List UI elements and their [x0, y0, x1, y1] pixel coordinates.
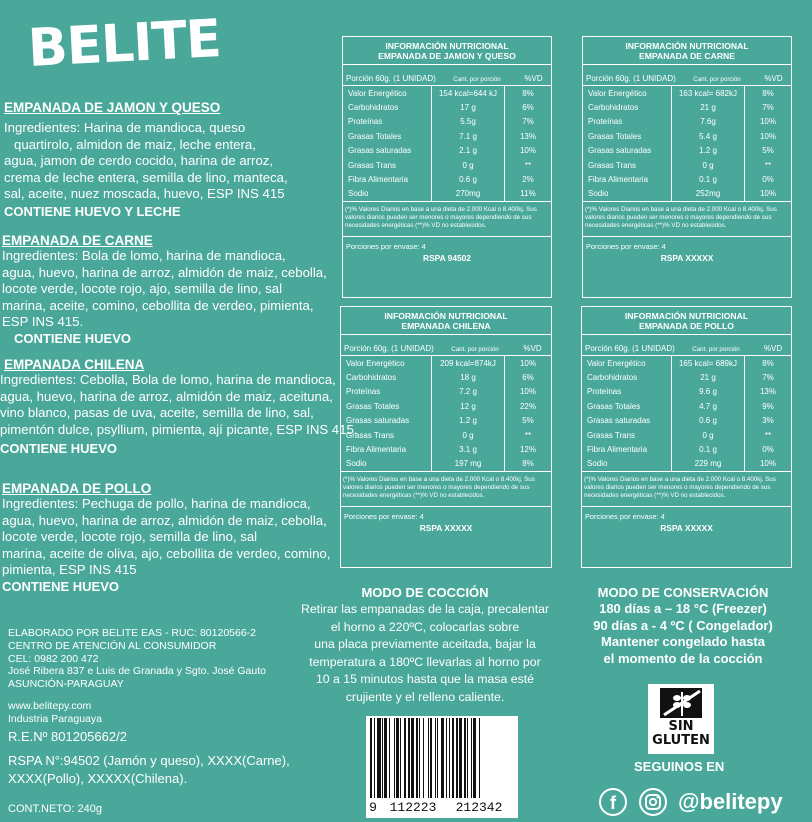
- barcode-bar: [416, 718, 418, 798]
- gluten-text-line: SIN: [668, 719, 694, 734]
- nutrient-daily-value: 10%: [759, 131, 776, 141]
- nutrition-row: [583, 144, 791, 158]
- nutrient-daily-value: **: [764, 430, 772, 440]
- nutrient-name: Grasas Totales: [588, 131, 642, 141]
- daily-value-label: %VD: [763, 344, 783, 353]
- nutrition-row: [583, 86, 791, 100]
- nutrient-daily-value: 10%: [519, 358, 536, 368]
- nutrient-amount: 0 g: [432, 428, 505, 442]
- ingredient-line: agua, huevo, harina de arroz, almidón de maiz, aceituna,: [0, 388, 333, 404]
- nutrient-daily-value: 10%: [759, 117, 776, 127]
- barcode-bar: [435, 718, 436, 798]
- nutrient-name: Grasas Totales: [348, 131, 402, 141]
- ingredient-line: marina, aceite, comino, cebollita de verdeo, pimienta,: [2, 297, 314, 313]
- barcode-bar: [452, 718, 454, 798]
- nutrient-amount: 9.6 g: [672, 385, 745, 399]
- barcode-bar: [419, 718, 420, 798]
- nutrition-subheader: [582, 335, 791, 356]
- nutrition-row: [582, 457, 791, 471]
- barcode-bar: [408, 718, 409, 798]
- barcode-bar: [467, 718, 468, 798]
- cooking-line: el horno a 220ºC, colocarlas sobre: [330, 619, 520, 634]
- facebook-icon[interactable]: [598, 787, 628, 817]
- nutrition-rows: [341, 356, 551, 471]
- barcode-bar: [377, 718, 381, 798]
- barcode-bar: [428, 718, 429, 798]
- nutrition-header: [583, 37, 791, 65]
- gluten-free-badge: [648, 684, 714, 754]
- barcode: [366, 716, 518, 818]
- ingredient-line: Ingredientes: Pechuga de pollo, harina de mandioca,: [2, 496, 311, 511]
- nutrition-rows: [343, 86, 551, 201]
- nutrient-name: Sodio: [588, 189, 609, 199]
- nutrient-daily-value: 10%: [759, 189, 776, 199]
- nutrient-amount: 12 g: [432, 399, 505, 413]
- nutrient-daily-value: 0%: [762, 175, 774, 185]
- rspa-code: RSPA XXXXX: [660, 253, 714, 264]
- storage-instructions: [574, 585, 792, 667]
- servings-per-package: Porciones por envase: 4: [582, 506, 791, 523]
- nutrient-name: Grasas saturadas: [348, 146, 412, 156]
- nutrition-row: [582, 385, 791, 399]
- nutrient-daily-value: 11%: [520, 189, 536, 199]
- gluten-text-line: GLUTEN: [652, 733, 710, 748]
- ingredient-line: agua, jamon de cerdo cocido, harina de arroz,: [4, 153, 274, 168]
- nutrition-row: [341, 370, 551, 384]
- barcode-bar: [382, 718, 383, 798]
- nutrient-name: Grasas saturadas: [588, 146, 652, 156]
- nutrition-rows: [582, 356, 791, 471]
- nutrient-amount: 7.1 g: [432, 129, 505, 143]
- nutrient-name: Proteínas: [588, 117, 623, 127]
- nutrition-table-chilena: [340, 306, 552, 568]
- storage-line: el momento de la cocción: [603, 650, 763, 666]
- nutrition-row: [343, 86, 551, 100]
- ingredient-line: vino blanco, pasas de uva, aceite, semilla de lino, sal,: [0, 405, 314, 420]
- product-pollo: [2, 481, 330, 594]
- barcode-digits: [366, 798, 518, 816]
- nutrient-daily-value: 9%: [762, 401, 774, 411]
- nutrient-amount: 270mg: [432, 187, 505, 201]
- nutrient-name: Carbohidratos: [588, 103, 639, 113]
- cooking-line: temperatura a 180ºC llevarlas al horno por: [309, 654, 541, 669]
- barcode-digit: 212342: [455, 799, 503, 815]
- product-title: EMPANADA CHILENA: [4, 357, 145, 372]
- nutrition-row: [343, 144, 551, 158]
- amount-per-portion-label: Cant. por porción: [453, 76, 501, 83]
- nutrition-row: [582, 414, 791, 428]
- nutrient-name: Proteínas: [348, 117, 383, 127]
- nutrient-daily-value: 10%: [519, 387, 536, 397]
- company-line: CENTRO DE ATENCIÓN AL CONSUMIDOR: [8, 639, 217, 652]
- nutrient-amount: 165 kcal= 689kJ: [672, 356, 745, 370]
- barcode-bar: [423, 718, 424, 798]
- nutrition-subtitle: EMPANADA CHILENA: [401, 321, 491, 331]
- nutrition-footnote: (*)% Valores Diarios en base a una dieta de 2.000 Kcal o 8.400kj. Sus valores diarios pueden ser menores o mayores dependiendo de sus necesidades energéticas (**)% VD no establecidos.: [582, 471, 791, 506]
- nutrition-subtitle: EMPANADA DE POLLO: [638, 321, 734, 331]
- nutrition-row: [582, 370, 791, 384]
- nutrition-table-carne: [582, 36, 792, 298]
- nutrition-row: [582, 428, 791, 442]
- nutrient-name: Valor Energético: [348, 88, 407, 98]
- nutrient-daily-value: 3%: [762, 416, 774, 426]
- nutrition-row: [343, 158, 551, 172]
- social-handle[interactable]: @belitepy: [678, 789, 783, 814]
- nutrition-title: INFORMACIÓN NUTRICIONAL: [385, 41, 509, 51]
- nutrient-daily-value: 8%: [522, 88, 534, 98]
- nutrient-amount: 0 g: [432, 158, 505, 172]
- belite-logo: BELITE: [26, 9, 223, 79]
- daily-value-label: %VD: [523, 344, 542, 353]
- company-info: [8, 627, 266, 691]
- ingredient-line: agua, huevo, harina de arroz, almidón de maiz, cebolla,: [2, 512, 327, 528]
- nutrition-row: [341, 457, 551, 471]
- nutrition-row: [341, 414, 551, 428]
- nutrient-daily-value: 8%: [762, 358, 774, 368]
- cooking-line: 10 a 15 minutos hasta que la masa esté: [315, 672, 535, 686]
- nutrient-amount: 4.7 g: [672, 399, 745, 413]
- nutrition-row: [343, 115, 551, 129]
- nutrient-name: Grasas Trans: [588, 160, 637, 170]
- servings-per-package: Porciones por envase: 4: [341, 506, 551, 523]
- nutrition-row: [583, 115, 791, 129]
- barcode-bar: [384, 718, 386, 798]
- nutrition-row: [583, 100, 791, 114]
- nutrient-daily-value: 12%: [519, 445, 536, 455]
- nutrient-amount: 229 mg: [672, 457, 745, 471]
- nutrient-daily-value: 10%: [519, 146, 536, 156]
- nutrient-name: Grasas Trans: [348, 160, 397, 170]
- rspa-line: XXXX(Pollo), XXXXX(Chilena).: [8, 771, 188, 786]
- product-ingredients: [0, 372, 357, 438]
- cooking-line: una placa previamente aceitada, bajar la: [314, 637, 536, 651]
- portion-label: Porción 60g. (1 UNIDAD): [585, 344, 675, 353]
- rspa-code: RSPA 94502: [423, 253, 471, 264]
- nutrient-daily-value: 0%: [762, 445, 774, 455]
- product-title: EMPANADA DE POLLO: [2, 481, 152, 496]
- nutrient-amount: 0 g: [672, 428, 745, 442]
- nutrient-amount: 0.1 g: [672, 172, 745, 186]
- nutrition-table-jamon-queso: [342, 36, 552, 298]
- company-line: CEL: 0982 200 472: [8, 652, 99, 665]
- product-jamon-queso: [4, 100, 288, 219]
- product-ingredients: [2, 496, 330, 579]
- servings-per-package: Porciones por envase: 4: [583, 236, 791, 253]
- nutrient-amount: 163 kcal= 682kJ: [672, 86, 745, 100]
- ingredient-line: ESP INS 415.: [2, 314, 84, 329]
- nutrition-title: INFORMACIÓN NUTRICIONAL: [625, 41, 749, 51]
- nutrient-name: Grasas saturadas: [346, 416, 410, 426]
- barcode-bar: [396, 718, 398, 798]
- nutrition-row: [341, 428, 551, 442]
- barcode-digit: 112223: [389, 799, 437, 815]
- product-title: EMPANADA DE JAMON Y QUESO: [4, 100, 221, 115]
- nutrition-row: [343, 187, 551, 201]
- nutrient-amount: 5.5g: [432, 115, 505, 129]
- nutrient-amount: 1.2 g: [432, 414, 505, 428]
- barcode-bar: [437, 718, 438, 798]
- portion-label: Porción 60g. (1 UNIDAD): [346, 74, 436, 83]
- nutrient-name: Grasas Trans: [587, 430, 636, 440]
- portion-label: Porción 60g. (1 UNIDAD): [586, 74, 676, 83]
- nutrient-name: Proteínas: [587, 387, 622, 397]
- nutrition-row: [583, 158, 791, 172]
- ingredient-line: Ingredientes: Cebolla, Bola de lomo, harina de mandioca,: [0, 372, 336, 387]
- nutrition-header: [341, 307, 551, 335]
- rspa-line: RSPA N°:94502 (Jamón y queso), XXXX(Carne),: [8, 753, 290, 768]
- nutrient-daily-value: 6%: [522, 373, 534, 383]
- nutrition-subtitle: EMPANADA DE JAMON Y QUESO: [378, 51, 516, 61]
- storage-line: 180 días a – 18 °C (Freezer): [599, 601, 767, 616]
- nutrient-amount: 21 g: [672, 100, 745, 114]
- nutrient-amount: 21 g: [672, 370, 745, 384]
- product-title: EMPANADA DE CARNE: [2, 233, 153, 248]
- allergen-warning: CONTIENE HUEVO Y LECHE: [4, 203, 181, 219]
- ingredient-line: Ingredientes: Bola de lomo, harina de mandioca,: [2, 248, 286, 263]
- product-ingredients: [2, 248, 327, 331]
- nutrition-row: [582, 399, 791, 413]
- barcode-bar: [389, 718, 390, 798]
- nutrition-footnote: (*)% Valores Diarios en base a una dieta de 2.000 Kcal o 8.400kj. Sus valores diarios pueden ser menores o mayores dependiendo de sus necesidades energéticas (**)% VD no establecidos.: [341, 471, 551, 506]
- origin-text: Industria Paraguaya: [8, 712, 102, 725]
- barcode-bar: [449, 718, 450, 798]
- gluten-text: [648, 720, 714, 748]
- website-link[interactable]: www.belitepy.com: [8, 700, 92, 712]
- nutrient-name: Sodio: [348, 189, 369, 199]
- nutrient-amount: 3.1 g: [432, 442, 505, 456]
- nutrient-name: Grasas Totales: [587, 401, 641, 411]
- nutrition-row: [583, 129, 791, 143]
- nutrient-amount: 0.1 g: [672, 442, 745, 456]
- nutrient-name: Fibra Alimentaria: [588, 175, 649, 185]
- nutrient-daily-value: 13%: [759, 387, 776, 397]
- nutrient-name: Grasas saturadas: [587, 416, 651, 426]
- barcode-bar: [404, 718, 406, 798]
- cooking-title: MODO DE COCCIÓN: [361, 585, 489, 600]
- nutrient-name: Carbohidratos: [587, 373, 638, 383]
- barcode-bar: [441, 718, 445, 798]
- nutrient-name: Valor Energético: [346, 358, 405, 368]
- ingredient-line: locote verde, locote rojo, semilla de lino, sal: [2, 529, 258, 544]
- nutrient-name: Valor Energético: [587, 358, 646, 368]
- nutrient-amount: 7.2 g: [432, 385, 505, 399]
- barcode-bar: [411, 718, 415, 798]
- nutrient-amount: 0.6 g: [432, 172, 505, 186]
- instagram-icon[interactable]: [638, 787, 668, 817]
- social-title: SEGUINOS EN: [634, 759, 725, 774]
- nutrient-name: Carbohidratos: [348, 103, 399, 113]
- nutrient-name: Fibra Alimentaria: [587, 445, 648, 455]
- nutrient-daily-value: 10%: [759, 459, 776, 469]
- product-carne: [2, 233, 327, 346]
- nutrient-name: Proteínas: [346, 387, 381, 397]
- nutrition-table-pollo: [581, 306, 792, 568]
- allergen-warning: CONTIENE HUEVO: [14, 330, 132, 346]
- rspa-list: [8, 752, 290, 788]
- nutrient-amount: 197 mg: [432, 457, 505, 471]
- product-chilena: [0, 357, 357, 456]
- ingredient-line: locote verde, locote rojo, ajo, semilla de lino, sal: [2, 281, 283, 296]
- ingredient-line: pimienta, ESP INS 415: [2, 562, 137, 577]
- portion-label: Porción 60g. (1 UNIDAD): [344, 344, 434, 353]
- nutrient-daily-value: 2%: [522, 175, 534, 185]
- nutrient-daily-value: 7%: [762, 103, 774, 113]
- nutrient-name: Sodio: [346, 459, 367, 469]
- nutrition-row: [341, 356, 551, 370]
- nutrient-daily-value: 13%: [519, 131, 536, 141]
- nutrient-amount: 18 g: [432, 370, 505, 384]
- amount-per-portion-label: Cant. por porción: [451, 346, 499, 353]
- nutrition-footnote: (*)% Valores Diarios en base a una dieta de 2.000 Kcal o 8.400kj. Sus valores diarios pueden ser menores o mayores dependiendo de sus necesidades energéticas (**)% VD no establecidos.: [583, 201, 791, 236]
- nutrient-name: Grasas Trans: [346, 430, 395, 440]
- daily-value-label: %VD: [764, 74, 783, 83]
- storage-line: Mantener congelado hasta: [601, 634, 765, 649]
- nutrient-amount: 252mg: [672, 187, 745, 201]
- amount-per-portion-label: Cant. por porción: [693, 76, 741, 83]
- nutrient-daily-value: 8%: [522, 459, 534, 469]
- storage-title: MODO DE CONSERVACIÓN: [597, 585, 769, 600]
- storage-line: 90 días a - 4 ºC ( Congelador): [593, 617, 773, 633]
- net-content: CONT.NETO: 240g: [8, 803, 102, 815]
- barcode-bar: [446, 718, 447, 798]
- servings-per-package: Porciones por envase: 4: [343, 236, 551, 253]
- nutrient-amount: 2.1 g: [432, 144, 505, 158]
- nutrient-amount: 7.6g: [672, 115, 745, 129]
- barcode-bars: [370, 718, 514, 798]
- barcode-bar: [370, 718, 372, 798]
- nutrient-name: Fibra Alimentaria: [346, 445, 407, 455]
- nutrient-daily-value: 7%: [522, 117, 534, 127]
- svg-text:f: f: [610, 793, 616, 813]
- nutrition-rows: [583, 86, 791, 201]
- nutrient-daily-value: **: [524, 160, 532, 170]
- barcode-bar: [464, 718, 466, 798]
- ingredient-line: quartirolo, almidon de maiz, leche entera,: [14, 136, 256, 152]
- nutrition-row: [341, 399, 551, 413]
- barcode-digit: 9: [369, 799, 377, 815]
- nutrient-daily-value: 7%: [762, 373, 774, 383]
- barcode-bar: [473, 718, 475, 798]
- nutrition-title: INFORMACIÓN NUTRICIONAL: [384, 311, 508, 321]
- nutrient-name: Fibra Alimentaria: [348, 175, 409, 185]
- nutrition-row: [583, 172, 791, 186]
- nutrient-amount: 209 kcal=874kJ: [432, 356, 505, 370]
- allergen-warning: CONTIENE HUEVO: [2, 578, 120, 594]
- nutrient-amount: 154 kcal=644 kJ: [432, 86, 505, 100]
- ingredient-line: pimentón dulce, psyllium, pimienta, ají picante, ESP INS 415.: [0, 421, 358, 437]
- rspa-code: RSPA XXXXX: [419, 523, 473, 534]
- nutrient-name: Valor Energético: [588, 88, 647, 98]
- barcode-bar: [456, 718, 457, 798]
- nutrient-daily-value: 8%: [762, 88, 774, 98]
- nutrient-amount: 17 g: [432, 100, 505, 114]
- nutrition-row: [343, 129, 551, 143]
- nutrition-subtitle: EMPANADA DE CARNE: [639, 51, 735, 61]
- nutrition-title: INFORMACIÓN NUTRICIONAL: [624, 311, 749, 321]
- barcode-bar: [471, 718, 472, 798]
- nutrient-name: Sodio: [587, 459, 608, 469]
- nutrient-name: Grasas Totales: [346, 401, 400, 411]
- nutrient-amount: 5.4 g: [672, 129, 745, 143]
- ren-number: R.E.Nº 801205662/2: [8, 729, 127, 744]
- company-line: José Ribera 837 e Luis de Granada y Sgto. José Gauto: [8, 665, 266, 678]
- nutrient-daily-value: 5%: [762, 146, 774, 156]
- product-ingredients: [4, 120, 288, 203]
- company-web-block: [8, 700, 102, 726]
- nutrition-row: [583, 187, 791, 201]
- allergen-warning: CONTIENE HUEVO: [0, 441, 118, 456]
- barcode-bar: [430, 718, 432, 798]
- cooking-line: Retirar las empanadas de la caja, precalentar: [300, 602, 550, 616]
- nutrient-amount: 0 g: [672, 158, 745, 172]
- barcode-bar: [400, 718, 401, 798]
- nutrient-daily-value: 6%: [522, 103, 534, 113]
- amount-per-portion-label: Cant. por porción: [692, 346, 740, 353]
- nutrient-daily-value: 22%: [519, 401, 536, 411]
- nutrition-header: [343, 37, 551, 65]
- rspa-code: RSPA XXXXX: [660, 523, 713, 534]
- ingredient-line: marina, aceite de oliva, ajo, cebollita de verdeo, comino,: [2, 545, 331, 561]
- ingredient-line: agua, huevo, harina de arroz, almidón de maiz, cebolla,: [2, 264, 327, 280]
- nutrition-subheader: [341, 335, 551, 356]
- cooking-text: [292, 601, 558, 706]
- nutrition-row: [343, 172, 551, 186]
- nutrient-daily-value: 5%: [522, 416, 534, 426]
- barcode-bar: [459, 718, 463, 798]
- nutrient-daily-value: **: [764, 160, 772, 170]
- nutrient-name: Carbohidratos: [346, 373, 397, 383]
- ingredient-line: crema de leche entera, semilla de lino, manteca,: [4, 169, 288, 185]
- daily-value-label: %VD: [524, 74, 543, 83]
- nutrient-amount: 0.6 g: [672, 414, 745, 428]
- nutrition-subheader: [343, 65, 551, 86]
- nutrition-footnote: (*)% Valores Diarios en base a una dieta de 2.000 Kcal o 8.400kj. Sus valores diarios pueden ser menores o mayores dependiendo de sus necesidades energéticas (**)% VD no establecidos.: [343, 201, 551, 236]
- nutrition-row: [582, 442, 791, 456]
- cooking-line: crujiente y el relleno caliente.: [345, 689, 505, 704]
- company-line: ASUNCIÓN-PARAGUAY: [8, 678, 124, 691]
- nutrition-row: [341, 442, 551, 456]
- barcode-bar: [394, 718, 395, 798]
- nutrient-amount: 1.2 g: [672, 144, 745, 158]
- barcode-bar: [374, 718, 375, 798]
- nutrition-row: [582, 356, 791, 370]
- ingredient-line: sal, aceite, nuez moscada, huevo, ESP INS 415: [4, 186, 285, 201]
- ingredient-line: Ingredientes: Harina de mandioca, queso: [4, 120, 246, 135]
- nutrient-daily-value: **: [524, 430, 532, 440]
- nutrition-row: [343, 100, 551, 114]
- nutrition-subheader: [583, 65, 791, 86]
- nutrition-row: [341, 385, 551, 399]
- cooking-instructions: [292, 585, 558, 706]
- barcode-bar: [479, 718, 480, 798]
- nutrition-header: [582, 307, 791, 335]
- storage-text: [574, 601, 792, 667]
- company-line: ELABORADO POR BELITE EAS - RUC: 80120566-2: [8, 627, 257, 639]
